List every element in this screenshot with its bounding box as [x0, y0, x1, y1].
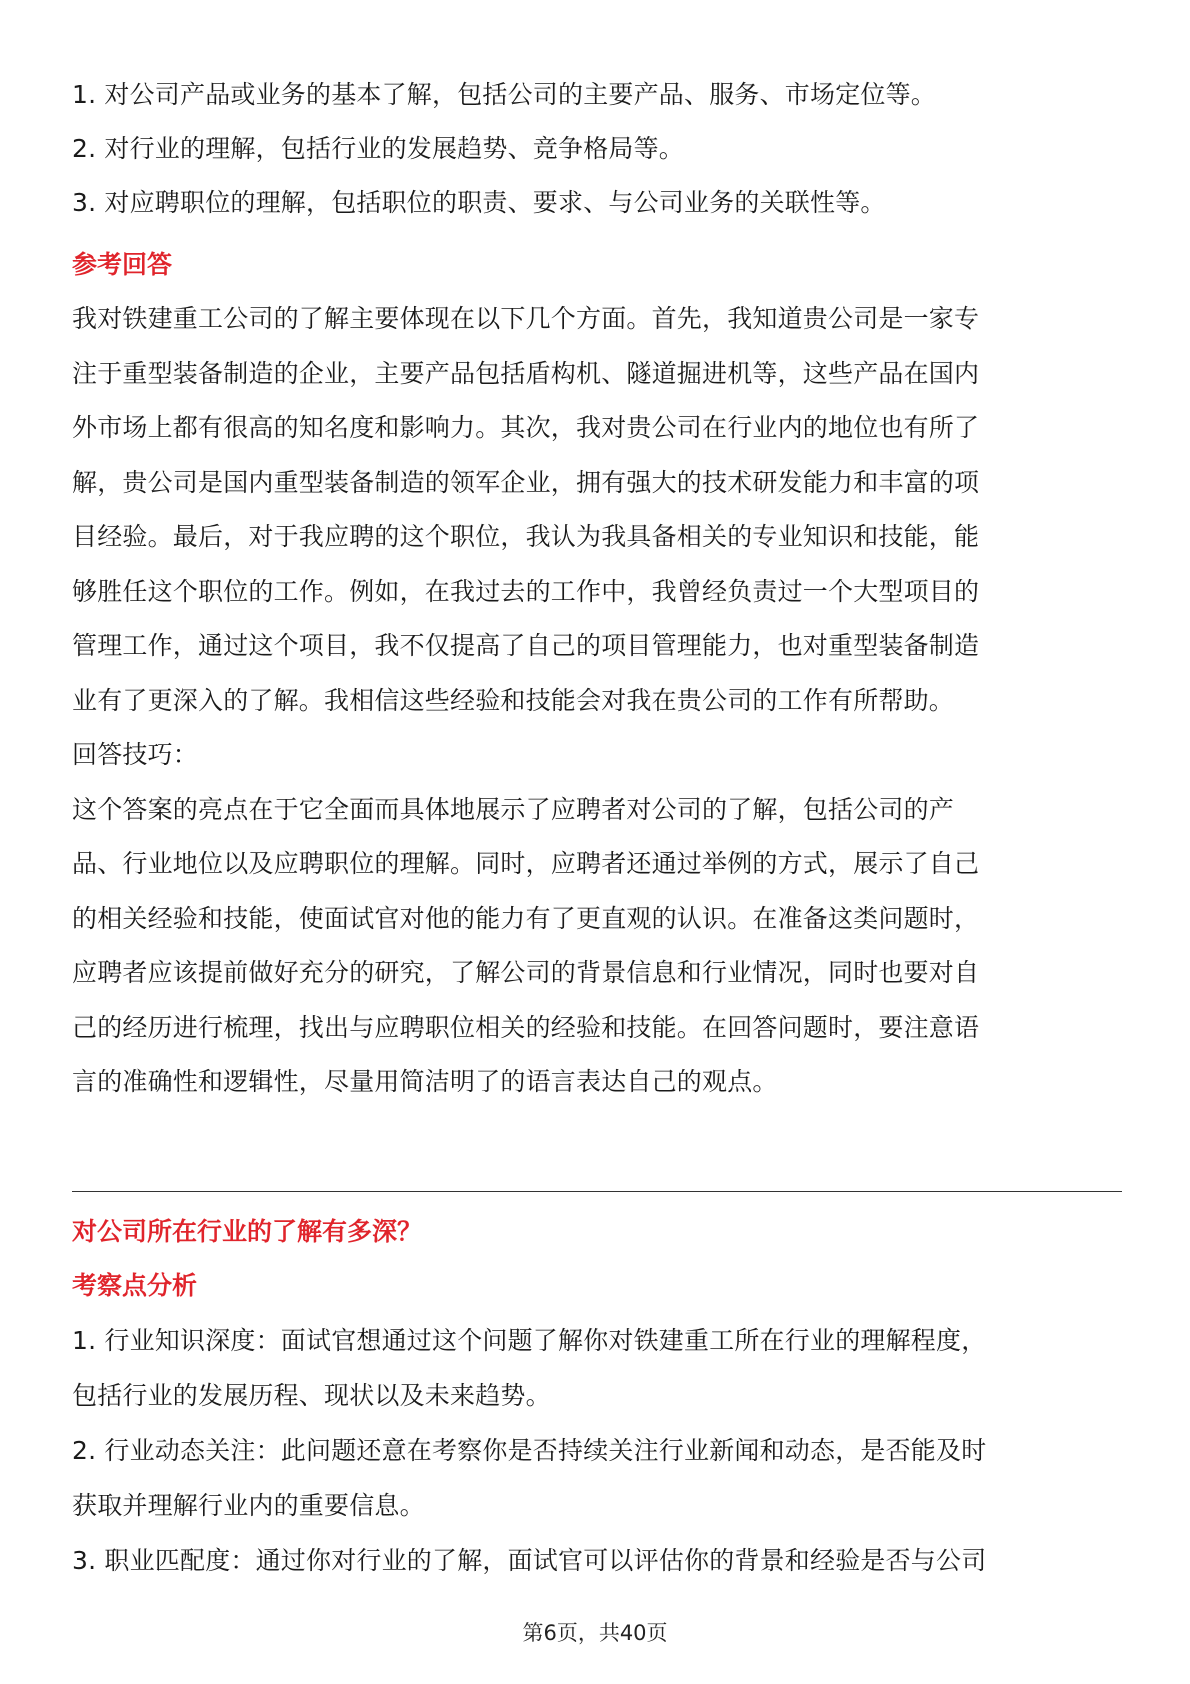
- text-line: 1. 行业知识深度：面试官想通过这个问题了解你对铁建重工所在行业的理解程度，: [72, 1326, 987, 1355]
- text-line: 够胜任这个职位的工作。例如，在我过去的工作中，我曾经负责过一个大型项目的: [72, 576, 980, 606]
- answer-heading: 参考回答: [72, 250, 173, 279]
- text-line: 目经验。最后，对于我应聘的这个职位，我认为我具备相关的专业知识和技能，能: [72, 522, 980, 551]
- text-line: 3. 职业匹配度：通过你对行业的了解，面试官可以评估你的背景和经验是否与公司: [72, 1546, 987, 1575]
- page-number: 第6页，共40页: [522, 1621, 668, 1645]
- question-title: 对公司所在行业的了解有多深？: [72, 1217, 423, 1246]
- top-list: [72, 68, 1122, 230]
- text-line: 我对铁建重工公司的了解主要体现在以下几个方面。首先，我知道贵公司是一家专: [72, 304, 980, 333]
- text-line: 品、行业地位以及应聘职位的理解。同时，应聘者还通过举例的方式，展示了自己: [72, 849, 980, 878]
- text-line: 业有了更深入的了解。我相信这些经验和技能会对我在贵公司的工作有所帮助。: [72, 685, 955, 715]
- answer-body: [72, 292, 1122, 1110]
- tips-label: 回答技巧：: [72, 740, 199, 769]
- text-line: 解，贵公司是国内重型装备制造的领军企业，拥有强大的技术研发能力和丰富的项: [72, 467, 980, 497]
- section-divider: [72, 1191, 1122, 1192]
- text-line: 应聘者应该提前做好充分的研究，了解公司的背景信息和行业情况，同时也要对自: [72, 958, 980, 987]
- list-item: 1. 对公司产品或业务的基本了解，包括公司的主要产品、服务、市场定位等。: [72, 80, 937, 109]
- text-line: 己的经历进行梳理，找出与应聘职位相关的经验和技能。在回答问题时，要注意语: [72, 1012, 980, 1042]
- text-line: 的相关经验和技能，使面试官对他的能力有了更直观的认识。在准备这类问题时，: [72, 903, 980, 933]
- section-2: [72, 1205, 1122, 1588]
- text-line: 注于重型装备制造的企业，主要产品包括盾构机、隧道掘进机等，这些产品在国内: [72, 358, 980, 388]
- text-line: 获取并理解行业内的重要信息。: [72, 1491, 425, 1520]
- text-line: 包括行业的发展历程、现状以及未来趋势。: [72, 1381, 551, 1410]
- text-line: 管理工作，通过这个项目，我不仅提高了自己的项目管理能力，也对重型装备制造: [72, 631, 980, 660]
- text-line: 外市场上都有很高的知名度和影响力。其次，我对贵公司在行业内的地位也有所了: [72, 413, 980, 442]
- text-line: 2. 行业动态关注：此问题还意在考察你是否持续关注行业新闻和动态，是否能及时: [72, 1436, 987, 1465]
- list-item: 2. 对行业的理解，包括行业的发展趋势、竞争格局等。: [72, 134, 685, 163]
- analysis-heading: 考察点分析: [72, 1271, 198, 1300]
- text-line: 言的准确性和逻辑性，尽量用简洁明了的语言表达自己的观点。: [72, 1067, 778, 1096]
- section-1: [72, 68, 1122, 1110]
- list-item: 3. 对应聘职位的理解，包括职位的职责、要求、与公司业务的关联性等。: [72, 188, 886, 217]
- text-line: 这个答案的亮点在于它全面而具体地展示了应聘者对公司的了解，包括公司的产: [72, 794, 955, 824]
